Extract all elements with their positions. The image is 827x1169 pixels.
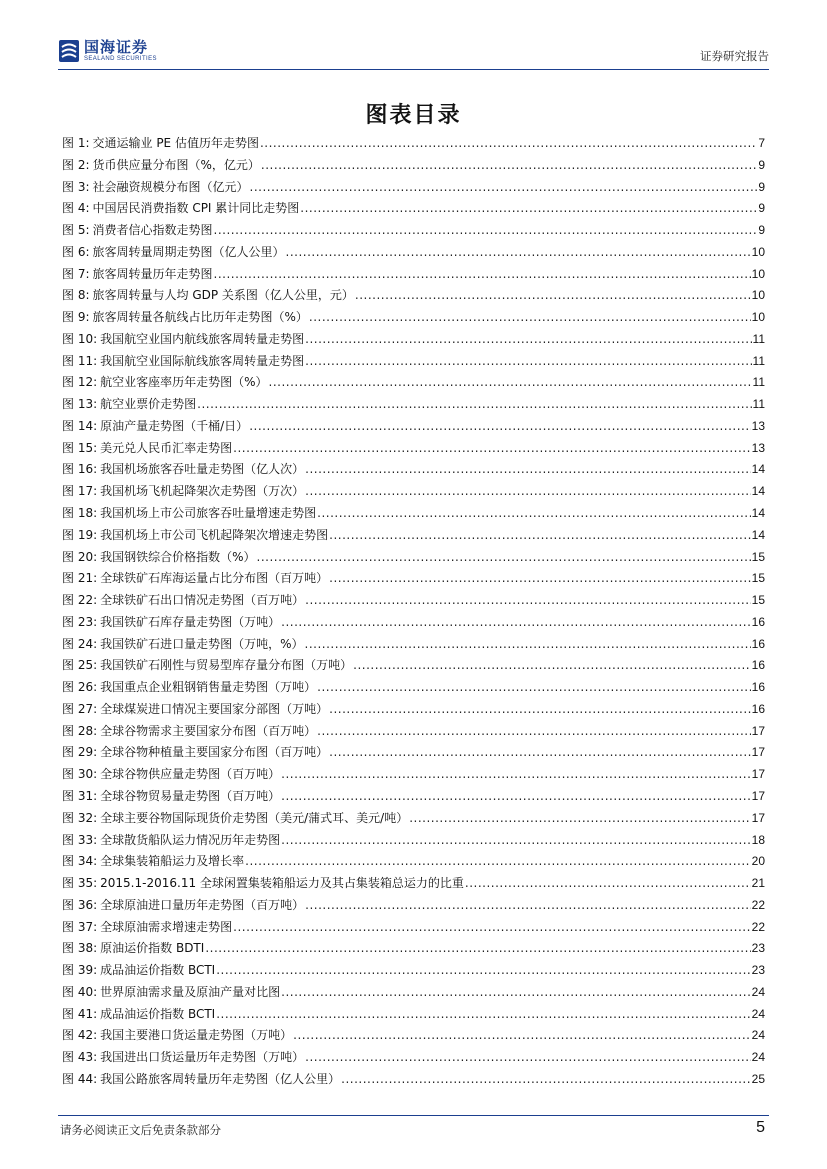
toc-entry-page: 11 [752, 375, 765, 390]
header-divider [58, 69, 769, 70]
toc-entry[interactable] [62, 481, 765, 503]
toc-entry-label: 图 40: [62, 984, 98, 999]
toc-leader-dots [305, 351, 751, 373]
toc-entry-title: 旅客周转量各航线占比历年走势图（%） [92, 310, 308, 325]
toc-entry-title: 成品油运价指数 BCTI [100, 963, 216, 978]
toc-entry-page: 9 [758, 201, 765, 216]
toc-entry-page: 11 [752, 397, 765, 412]
toc-entry[interactable] [62, 764, 765, 786]
toc-entry-label: 图 2: [62, 157, 90, 172]
page-header [58, 34, 769, 74]
toc-entry-page: 16 [751, 636, 765, 651]
toc-entry[interactable] [62, 808, 765, 830]
toc-entry[interactable] [62, 960, 765, 982]
toc-entry-page: 16 [751, 680, 765, 695]
toc-entry-label: 图 12: [62, 375, 98, 390]
toc-entry-label: 图 18: [62, 506, 98, 521]
toc-entry-label: 图 28: [62, 723, 98, 738]
toc-entry-label: 图 3: [62, 179, 90, 194]
toc-entry-label: 图 34: [62, 854, 98, 869]
toc-entry-title: 全球原油需求增速走势图 [100, 919, 233, 934]
toc-entry-title: 全球集装箱船运力及增长率 [100, 854, 245, 869]
toc-entry-label: 图 43: [62, 1050, 98, 1065]
toc-entry-page: 21 [751, 876, 765, 891]
toc-leader-dots [281, 786, 750, 808]
toc-entry-title: 全球谷物种植量主要国家分布图（百万吨） [100, 745, 329, 760]
toc-entry-page: 10 [751, 244, 765, 259]
toc-entry-title: 我国铁矿石进口量走势图（万吨，%） [100, 636, 304, 651]
toc-entry-title: 我国机场飞机起降架次走势图（万次） [100, 484, 305, 499]
toc-leader-dots [355, 285, 751, 307]
toc-leader-dots [305, 590, 750, 612]
toc-leader-dots [281, 830, 750, 852]
toc-leader-dots [216, 960, 750, 982]
toc-entry[interactable] [62, 416, 765, 438]
toc-entry-title: 我国铁矿石库存量走势图（万吨） [100, 614, 281, 629]
toc-leader-dots [214, 220, 758, 242]
toc-leader-dots [317, 721, 750, 743]
toc-leader-dots [409, 808, 750, 830]
toc-leader-dots [305, 459, 750, 481]
toc-entry-page: 13 [751, 440, 765, 455]
toc-entry[interactable] [62, 1004, 765, 1026]
toc-entry-label: 图 7: [62, 266, 90, 281]
toc-entry[interactable] [62, 198, 765, 220]
toc-entry-label: 图 15: [62, 440, 98, 455]
toc-leader-dots [353, 655, 750, 677]
toc-entry[interactable] [62, 699, 765, 721]
toc-entry-label: 图 22: [62, 593, 98, 608]
toc-leader-dots [305, 895, 750, 917]
toc-entry-label: 图 14: [62, 418, 98, 433]
toc-leader-dots [317, 503, 750, 525]
toc-entry-label: 图 31: [62, 788, 98, 803]
toc-entry[interactable] [62, 851, 765, 873]
toc-entry-page: 17 [751, 723, 765, 738]
toc-entry[interactable] [62, 982, 765, 1004]
toc-entry-page: 15 [751, 549, 765, 564]
toc-entry-title: 全球谷物供应量走势图（百万吨） [100, 767, 281, 782]
toc-entry-page: 18 [751, 832, 765, 847]
toc-leader-dots [214, 264, 751, 286]
toc-entry-page: 22 [751, 897, 765, 912]
toc-entry-page: 16 [751, 701, 765, 716]
toc-entry-page: 14 [751, 527, 765, 542]
toc-entry[interactable] [62, 264, 765, 286]
toc-leader-dots [341, 1069, 750, 1091]
toc-entry-title: 成品油运价指数 BCTI [100, 1006, 216, 1021]
toc-entry-title: 中国居民消费指数 CPI 累计同比走势图 [92, 201, 300, 216]
toc-entry-title: 全球谷物贸易量走势图（百万吨） [100, 788, 281, 803]
toc-entry-title: 我国主要港口货运量走势图（万吨） [100, 1028, 293, 1043]
footer-disclaimer: 请务必阅读正文后免责条款部分 [60, 1123, 221, 1137]
toc-leader-dots [260, 133, 757, 155]
toc-entry[interactable] [62, 655, 765, 677]
toc-entry-title: 旅客周转量历年走势图 [92, 266, 213, 281]
toc-entry-page: 14 [751, 506, 765, 521]
toc-entry-label: 图 9: [62, 310, 90, 325]
toc-entry-title: 航空业票价走势图 [100, 397, 197, 412]
toc-entry-title: 原油运价指数 BDTI [100, 941, 205, 956]
toc-entry-label: 图 8: [62, 288, 90, 303]
toc-leader-dots [269, 372, 752, 394]
toc-leader-dots [293, 1025, 750, 1047]
toc-leader-dots [329, 568, 750, 590]
toc-entry-label: 图 41: [62, 1006, 98, 1021]
toc-leader-dots [257, 547, 751, 569]
toc-entry-title: 我国航空业国内航线旅客周转量走势图 [100, 331, 305, 346]
toc-entry-page: 17 [751, 788, 765, 803]
toc-entry-label: 图 44: [62, 1071, 98, 1086]
toc-entry-page: 10 [751, 288, 765, 303]
toc-entry[interactable] [62, 590, 765, 612]
toc-entry-page: 24 [751, 1028, 765, 1043]
toc-entry[interactable] [62, 830, 765, 852]
toc-entry-title: 消费者信心指数走势图 [92, 223, 213, 238]
toc-entry-title: 我国进出口货运量历年走势图（万吨） [100, 1050, 305, 1065]
toc-leader-dots [281, 612, 750, 634]
toc-leader-dots [233, 917, 750, 939]
toc-leader-dots [329, 742, 750, 764]
toc-entry-title: 社会融资规模分布图（亿元） [92, 179, 249, 194]
toc-entry-label: 图 21: [62, 571, 98, 586]
toc-entry[interactable] [62, 677, 765, 699]
toc-entry-page: 16 [751, 658, 765, 673]
toc-entry-page: 24 [751, 1006, 765, 1021]
toc-entry-title: 旅客周转量与人均 GDP 关系图（亿人公里，元） [92, 288, 354, 303]
toc-entry[interactable] [62, 372, 765, 394]
toc-leader-dots [245, 851, 750, 873]
toc-entry-title: 2015.1-2016.11 全球闲置集装箱船运力及其占集装箱总运力的比重 [100, 876, 464, 891]
toc-entry[interactable] [62, 568, 765, 590]
toc-entry-label: 图 32: [62, 810, 98, 825]
toc-entry-label: 图 23: [62, 614, 98, 629]
toc-entry-page: 23 [751, 963, 765, 978]
toc-entry-page: 25 [751, 1071, 765, 1086]
toc-entry[interactable] [62, 285, 765, 307]
toc-entry-page: 17 [751, 810, 765, 825]
toc-entry-page: 23 [751, 941, 765, 956]
company-name-cn: 国海证券 [84, 38, 149, 56]
toc-entry-page: 9 [758, 223, 765, 238]
toc-entry-title: 交通运输业 PE 估值历年走势图 [92, 136, 259, 150]
toc-leader-dots [249, 416, 750, 438]
toc-leader-dots [250, 177, 758, 199]
toc-entry[interactable] [62, 786, 765, 808]
toc-entry-title: 旅客周转量周期走势图（亿人公里） [92, 244, 285, 259]
toc-entry-page: 17 [751, 745, 765, 760]
toc-entry[interactable] [62, 351, 765, 373]
toc-entry[interactable] [62, 1025, 765, 1047]
toc-entry-page: 16 [751, 614, 765, 629]
toc-entry-title: 全球谷物需求主要国家分布图（百万吨） [100, 723, 317, 738]
toc-entry-title: 全球原油进口量历年走势图（百万吨） [100, 897, 305, 912]
toc-entry[interactable] [62, 1047, 765, 1069]
toc-leader-dots [465, 873, 751, 895]
toc-entry-label: 图 30: [62, 767, 98, 782]
toc-entry-label: 图 5: [62, 223, 90, 238]
toc-entry-label: 图 11: [62, 353, 98, 368]
toc-entry-label: 图 25: [62, 658, 98, 673]
toc-leader-dots [281, 982, 750, 1004]
toc-entry-title: 我国重点企业粗钢销售量走势图（万吨） [100, 680, 317, 695]
toc-leader-dots [305, 481, 750, 503]
toc-leader-dots [309, 307, 751, 329]
toc-entry-page: 24 [751, 1050, 765, 1065]
toc-entry-page: 11 [752, 353, 765, 368]
toc-leader-dots [305, 634, 751, 656]
figure-list [62, 133, 765, 1091]
toc-entry[interactable] [62, 133, 765, 155]
toc-entry-title: 我国机场上市公司旅客吞吐量增速走势图 [100, 506, 317, 521]
toc-entry[interactable] [62, 242, 765, 264]
toc-entry-label: 图 19: [62, 527, 98, 542]
toc-leader-dots [305, 329, 751, 351]
toc-leader-dots [329, 525, 750, 547]
toc-entry-page: 10 [751, 266, 765, 281]
toc-entry-title: 全球铁矿石出口情况走势图（百万吨） [100, 593, 305, 608]
toc-entry[interactable] [62, 612, 765, 634]
toc-leader-dots [216, 1004, 750, 1026]
toc-entry[interactable] [62, 873, 765, 895]
toc-entry-page: 20 [751, 854, 765, 869]
toc-entry-label: 图 20: [62, 549, 98, 564]
toc-entry-page: 11 [752, 331, 765, 346]
toc-entry[interactable] [62, 438, 765, 460]
toc-entry-label: 图 6: [62, 244, 90, 259]
toc-entry-label: 图 24: [62, 636, 98, 651]
toc-leader-dots [305, 1047, 750, 1069]
toc-leader-dots [233, 438, 750, 460]
toc-entry-label: 图 17: [62, 484, 98, 499]
toc-leader-dots [329, 699, 750, 721]
toc-entry[interactable] [62, 547, 765, 569]
toc-entry-label: 图 36: [62, 897, 98, 912]
toc-entry[interactable] [62, 394, 765, 416]
toc-entry-label: 图 35: [62, 876, 98, 891]
toc-entry-title: 原油产量走势图（千桶/日） [100, 418, 249, 433]
toc-entry-title: 我国机场上市公司飞机起降架次增速走势图 [100, 527, 329, 542]
toc-entry-page: 15 [751, 593, 765, 608]
toc-entry-title: 航空业客座率历年走势图（%） [100, 375, 268, 390]
company-logo [58, 36, 157, 66]
toc-entry-title: 我国公路旅客周转量历年走势图（亿人公里） [100, 1071, 341, 1086]
page-title: 图表目录 [365, 103, 462, 128]
toc-entry-title: 全球煤炭进口情况主要国家分部图（万吨） [100, 701, 329, 716]
toc-entry-label: 图 27: [62, 701, 98, 716]
document-type: 证券研究报告 [700, 49, 769, 63]
footer-divider [58, 1115, 769, 1116]
toc-entry-label: 图 39: [62, 963, 98, 978]
toc-entry[interactable] [62, 307, 765, 329]
toc-entry-title: 我国铁矿石刚性与贸易型库存量分布图（万吨） [100, 658, 353, 673]
toc-entry[interactable] [62, 938, 765, 960]
toc-entry[interactable] [62, 634, 765, 656]
toc-entry-title: 货币供应量分布图（%，亿元） [92, 157, 260, 172]
toc-leader-dots [300, 198, 757, 220]
toc-leader-dots [205, 938, 750, 960]
toc-leader-dots [197, 394, 751, 416]
toc-entry[interactable] [62, 329, 765, 351]
toc-leader-dots [261, 155, 757, 177]
toc-entry-label: 图 1: [62, 136, 90, 150]
toc-entry-label: 图 26: [62, 680, 98, 695]
toc-entry-page: 10 [751, 310, 765, 325]
toc-entry-page: 15 [751, 571, 765, 586]
toc-entry-title: 世界原油需求量及原油产量对比图 [100, 984, 281, 999]
toc-entry-title: 我国机场旅客吞吐量走势图（亿人次） [100, 462, 305, 477]
toc-entry[interactable] [62, 220, 765, 242]
toc-entry[interactable] [62, 459, 765, 481]
toc-entry[interactable] [62, 742, 765, 764]
toc-entry-page: 14 [751, 462, 765, 477]
page-number: 5 [756, 1119, 765, 1136]
toc-entry-label: 图 29: [62, 745, 98, 760]
toc-entry-page: 9 [758, 179, 765, 194]
toc-entry[interactable] [62, 917, 765, 939]
toc-entry-page: 22 [751, 919, 765, 934]
toc-leader-dots [286, 242, 751, 264]
toc-entry[interactable] [62, 721, 765, 743]
toc-leader-dots [317, 677, 750, 699]
toc-entry[interactable] [62, 155, 765, 177]
toc-entry-page: 14 [751, 484, 765, 499]
company-name-en: SEALAND SECURITIES [84, 56, 157, 62]
toc-entry-label: 图 33: [62, 832, 98, 847]
toc-entry[interactable] [62, 503, 765, 525]
sealand-logo-icon [58, 39, 80, 63]
toc-entry-label: 图 10: [62, 331, 98, 346]
toc-entry[interactable] [62, 1069, 765, 1091]
toc-entry-title: 全球主要谷物国际现货价走势图（美元/蒲式耳、美元/吨） [100, 810, 409, 825]
toc-entry-title: 全球散货船队运力情况历年走势图 [100, 832, 281, 847]
toc-entry-label: 图 13: [62, 397, 98, 412]
toc-leader-dots [281, 764, 750, 786]
toc-entry-label: 图 38: [62, 941, 98, 956]
toc-entry-page: 17 [751, 767, 765, 782]
toc-entry[interactable] [62, 895, 765, 917]
toc-entry-label: 图 42: [62, 1028, 98, 1043]
toc-entry-label: 图 37: [62, 919, 98, 934]
toc-entry-title: 美元兑人民币汇率走势图 [100, 440, 233, 455]
toc-entry-title: 我国钢铁综合价格指数（%） [100, 549, 256, 564]
toc-entry-page: 24 [751, 984, 765, 999]
toc-entry-page: 7 [758, 136, 765, 150]
toc-entry-page: 13 [751, 418, 765, 433]
toc-entry-label: 图 16: [62, 462, 98, 477]
toc-entry-label: 图 4: [62, 201, 90, 216]
toc-entry[interactable] [62, 177, 765, 199]
toc-entry-title: 全球铁矿石库海运量占比分布图（百万吨） [100, 571, 329, 586]
toc-entry-page: 9 [758, 157, 765, 172]
toc-entry-title: 我国航空业国际航线旅客周转量走势图 [100, 353, 305, 368]
toc-entry[interactable] [62, 525, 765, 547]
